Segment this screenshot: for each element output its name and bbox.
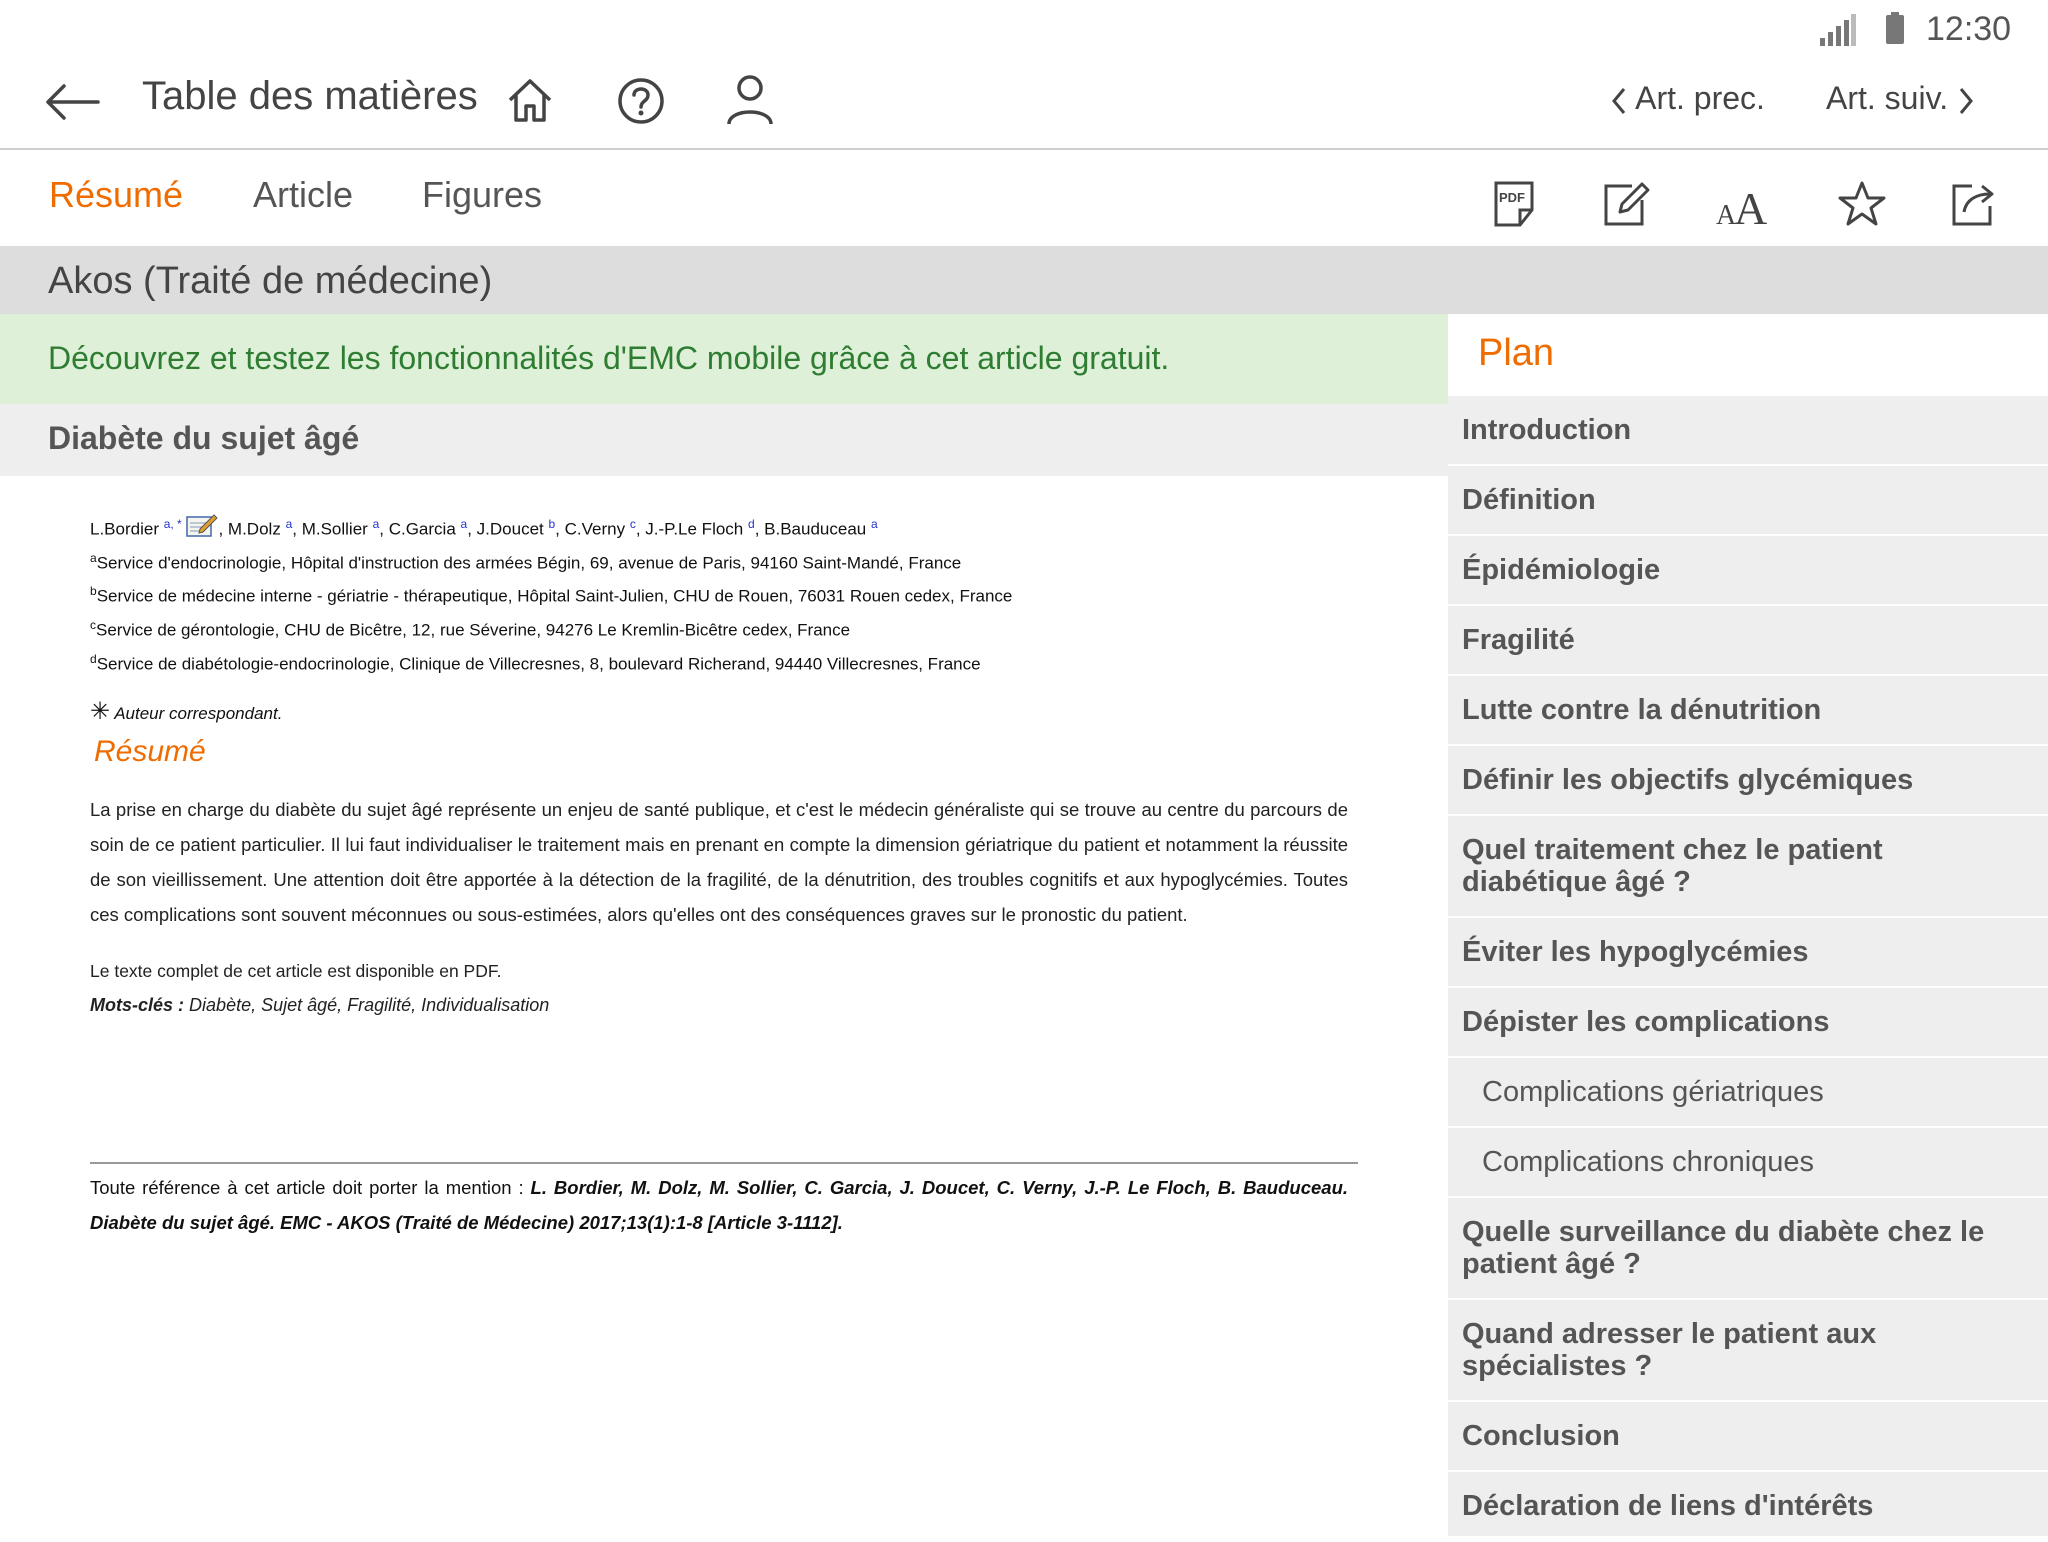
tab-resume[interactable]: Résumé bbox=[49, 174, 184, 215]
author-sup[interactable]: d bbox=[748, 517, 755, 531]
home-icon[interactable] bbox=[506, 76, 554, 124]
author-sup[interactable]: a bbox=[285, 517, 293, 531]
affiliation-text: Service d'endocrinologie, Hôpital d'instruction des armées Bégin, 69, avenue de Paris, 94160 Saint-Mandé, France bbox=[96, 553, 962, 573]
pdf-icon[interactable] bbox=[1490, 180, 1538, 228]
affiliation bbox=[90, 544, 1348, 578]
previous-article-link[interactable] bbox=[1610, 80, 1765, 117]
asterisk-icon: ✳ bbox=[90, 698, 111, 726]
affiliation-sup: c bbox=[90, 617, 96, 632]
plan-item-depister-complications[interactable]: Dépister les complications bbox=[1448, 988, 2048, 1058]
affiliation bbox=[90, 611, 1348, 645]
plan-item-adresser-specialistes[interactable]: Quand adresser le patient aux spécialistes ? bbox=[1448, 1300, 2048, 1402]
abstract-text: La prise en charge du diabète du sujet âgé représente un enjeu de santé publique, et c'est le médecin généraliste qui se trouve au centre du parcours de soin de ce patient particulier. Il lui faut individualiser le traitement mais en prenant en compte la dimension gériatrique du patient et notamment la réussite de son vieillissement. Une attention doit être apportée à la détection de la fragilité, de la dénutrition, des troubles cognitifs et aux hypoglycémies. Toutes ces complications sont souvent méconnues ou sous-estimées, alors qu'elles ont des conséquences graves sur le pronostic du patient. bbox=[90, 799, 1348, 926]
back-arrow-icon[interactable] bbox=[44, 82, 100, 122]
font-size-icon[interactable] bbox=[1714, 180, 1772, 228]
tab-figures[interactable]: Figures bbox=[422, 174, 543, 215]
svg-text:A: A bbox=[1716, 200, 1737, 228]
citation-reference: L. Bordier, M. Dolz, M. Sollier, C. Garcia, J. Doucet, C. Verny, J.-P. Le Floch, B. Bauduceau. Diabète du sujet âgé. EMC - AKOS (Traité de Médecine) 2017;13(1):1-8 [Article 3-1112]. bbox=[90, 1177, 1349, 1233]
author-sup[interactable]: b bbox=[548, 517, 556, 531]
author-sup[interactable]: a bbox=[372, 517, 380, 531]
author-sup[interactable]: a bbox=[870, 517, 878, 531]
affiliation-sup: b bbox=[90, 584, 97, 599]
author-sup[interactable]: a bbox=[460, 517, 468, 531]
plan-item-surveillance[interactable]: Quelle surveillance du diabète chez le patient âgé ? bbox=[1448, 1198, 2048, 1300]
plan-item-complications-chroniques[interactable]: Complications chroniques bbox=[1448, 1128, 2048, 1198]
keywords-values: Diabète, Sujet âgé, Fragilité, Individualisation bbox=[189, 995, 550, 1016]
previous-article-label: Art. prec. bbox=[1635, 80, 1765, 116]
status-bar bbox=[0, 0, 2048, 60]
affiliation-text: Service de médecine interne - gériatrie - thérapeutique, Hôpital Saint-Julien, CHU de Rouen, 76031 Rouen cedex, France bbox=[96, 586, 1013, 606]
plan-item-traitement[interactable]: Quel traitement chez le patient diabétique âgé ? bbox=[1448, 816, 2048, 918]
app-bar bbox=[0, 60, 2048, 150]
plan-item-introduction[interactable]: Introduction bbox=[1448, 396, 2048, 466]
promo-text: Découvrez et testez les fonctionnalités d'EMC mobile grâce à cet article gratuit. bbox=[48, 340, 1170, 376]
plan-item-hypoglycemies[interactable]: Éviter les hypoglycémies bbox=[1448, 918, 2048, 988]
plan-header bbox=[1448, 314, 2048, 396]
article-title: Diabète du sujet âgé bbox=[48, 420, 360, 456]
article-content bbox=[90, 510, 1348, 1022]
plan-item-epidemiologie[interactable]: Épidémiologie bbox=[1448, 536, 2048, 606]
next-article-link[interactable] bbox=[1826, 80, 1975, 117]
plan-item-fragilite[interactable]: Fragilité bbox=[1448, 606, 2048, 676]
edit-note-icon[interactable] bbox=[1602, 180, 1650, 228]
plan-title: Plan bbox=[1478, 332, 1555, 374]
article-header bbox=[0, 404, 1448, 476]
keywords-line bbox=[90, 988, 1348, 1022]
resume-heading: Résumé bbox=[94, 735, 206, 769]
author-name[interactable]: L.Bordier bbox=[90, 519, 159, 539]
star-icon[interactable] bbox=[1838, 180, 1886, 228]
help-icon[interactable] bbox=[616, 76, 666, 126]
keywords-label: Mots-clés : bbox=[90, 995, 185, 1016]
corresponding-author-text: Auteur correspondant. bbox=[114, 704, 283, 724]
affiliation bbox=[90, 645, 1348, 679]
plan-item-denutrition[interactable]: Lutte contre la dénutrition bbox=[1448, 676, 2048, 746]
plan-item-objectifs-glycemiques[interactable]: Définir les objectifs glycémiques bbox=[1448, 746, 2048, 816]
corresponding-author-note bbox=[90, 698, 1348, 728]
app-title: Table des matières bbox=[142, 74, 478, 118]
chevron-left-icon bbox=[1610, 86, 1628, 116]
author-name[interactable]: M.Sollier bbox=[301, 519, 368, 539]
affiliation-text: Service de gérontologie, CHU de Bicêtre, 12, rue Séverine, 94276 Le Kremlin-Bicêtre cedex, France bbox=[96, 620, 851, 640]
next-article-label: Art. suiv. bbox=[1826, 80, 1949, 116]
author-sup[interactable]: c bbox=[629, 517, 636, 531]
svg-text:PDF: PDF bbox=[1499, 190, 1525, 205]
pdf-availability-note: Le texte complet de cet article est disponible en PDF. bbox=[90, 961, 502, 982]
affiliation-sup: a bbox=[90, 550, 97, 565]
journal-title: Akos (Traité de médecine) bbox=[48, 260, 493, 302]
promo-banner bbox=[0, 314, 1448, 404]
authors-line: L.Bordier $^{a, *}$ , M.Dolz $^a$, M.Sollier $^a$, C.Garcia $^a$, J.Doucet $^b$, C.Verny $^c$, J.-P.Le Floch $^d$, B.Bauduceau $^a$ bbox=[90, 510, 1348, 544]
battery-icon bbox=[1886, 12, 1904, 44]
signal-icon bbox=[1820, 14, 1856, 46]
plan-list bbox=[1448, 396, 2048, 1542]
journal-bar bbox=[0, 246, 2048, 314]
author-name[interactable]: C.Verny bbox=[564, 519, 626, 539]
affiliation bbox=[90, 577, 1348, 611]
email-note-icon[interactable] bbox=[186, 513, 218, 537]
article-pane bbox=[0, 314, 1448, 1536]
citation-block bbox=[90, 1170, 1348, 1240]
author-name[interactable]: J.-P.Le Floch bbox=[645, 519, 744, 539]
affiliation-text: Service de diabétologie-endocrinologie, Clinique de Villecresnes, 8, boulevard Richerand, 94440 Villecresnes, France bbox=[96, 654, 981, 674]
plan-sidebar bbox=[1448, 314, 2048, 1536]
plan-item-liens-interets[interactable]: Déclaration de liens d'intérêts bbox=[1448, 1472, 2048, 1542]
plan-item-conclusion[interactable]: Conclusion bbox=[1448, 1402, 2048, 1472]
svg-text:A: A bbox=[1734, 183, 1768, 228]
author-name[interactable]: C.Garcia bbox=[388, 519, 456, 539]
citation-divider bbox=[90, 1162, 1358, 1164]
author-sup[interactable]: a, * bbox=[163, 517, 182, 531]
user-icon[interactable] bbox=[726, 74, 774, 126]
author-name[interactable]: J.Doucet bbox=[476, 519, 544, 539]
citation-intro: Toute référence à cet article doit porter la mention : bbox=[90, 1177, 524, 1198]
affiliation-sup: d bbox=[90, 651, 97, 666]
tabs-row bbox=[0, 150, 2048, 246]
tab-article[interactable]: Article bbox=[253, 174, 354, 215]
author-name[interactable]: B.Bauduceau bbox=[764, 519, 867, 539]
chevron-right-icon bbox=[1957, 86, 1975, 116]
status-time: 12:30 bbox=[1926, 10, 2012, 48]
plan-item-complications-geriatriques[interactable]: Complications gériatriques bbox=[1448, 1058, 2048, 1128]
share-icon[interactable] bbox=[1950, 180, 1998, 228]
plan-item-definition[interactable]: Définition bbox=[1448, 466, 2048, 536]
author-name[interactable]: M.Dolz bbox=[227, 519, 281, 539]
